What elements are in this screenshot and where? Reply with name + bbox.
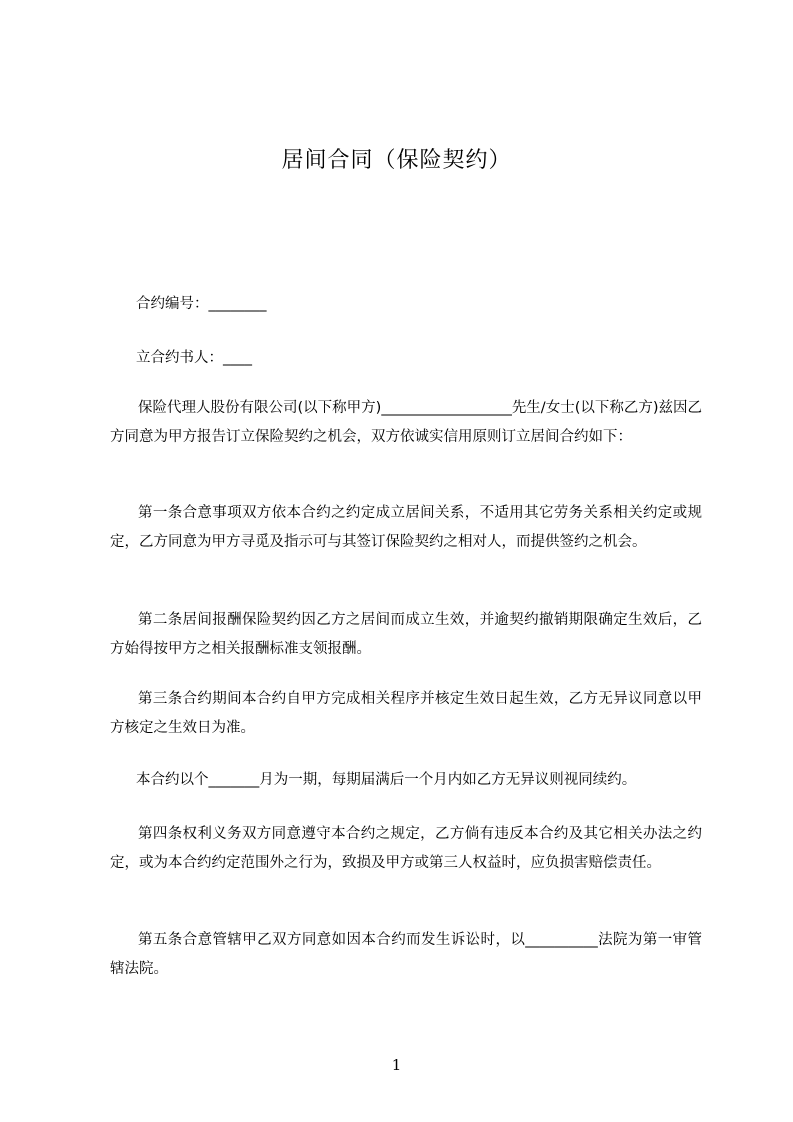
renewal-paragraph: 本合约以个_______月为一期，每期届满后一个月内如乙方无异议则视同续约。	[136, 772, 637, 788]
document-title: 居间合同（保险契约）	[281, 148, 512, 173]
intro-paragraph: 保险代理人股份有限公司(以下称甲方)__________________先生/女士(以下称乙方)兹因乙方同意为甲方报告订立保险契约之机会，双方依诚实信用原则订立居间合约如下：	[110, 400, 703, 445]
article-2-paragraph: 第二条居间报酬保险契约因乙方之居间而成立生效，并逾契约撤销期限确定生效后，乙方始得按甲方之相关报酬标准支领报酬。	[110, 612, 702, 657]
article-4-paragraph: 第四条权利义务双方同意遵守本合约之规定，乙方倘有违反本合约及其它相关办法之约定，或为本合约约定范围外之行为，致损及甲方或第三人权益时，应负损害赔偿责任。	[110, 826, 702, 871]
article-1-paragraph: 第一条合意事项双方依本合约之约定成立居间关系，不适用其它劳务关系相关约定或规定，乙方同意为甲方寻觅及指示可与其签订保险契约之相对人，而提供签约之机会。	[110, 505, 702, 550]
page-number: 1	[391, 1056, 402, 1074]
article-5-paragraph: 第五条合意管辖甲乙双方同意如因本合约而发生诉讼时，以__________法院为第一审管辖法院。	[110, 932, 702, 977]
contract-number-line: 合约编号：________	[136, 296, 267, 312]
signer-line: 立合约书人：____	[136, 350, 252, 366]
article-3-paragraph: 第三条合约期间本合约自甲方完成相关程序并核定生效日起生效，乙方无异议同意以甲方核定之生效日为准。	[110, 691, 702, 736]
